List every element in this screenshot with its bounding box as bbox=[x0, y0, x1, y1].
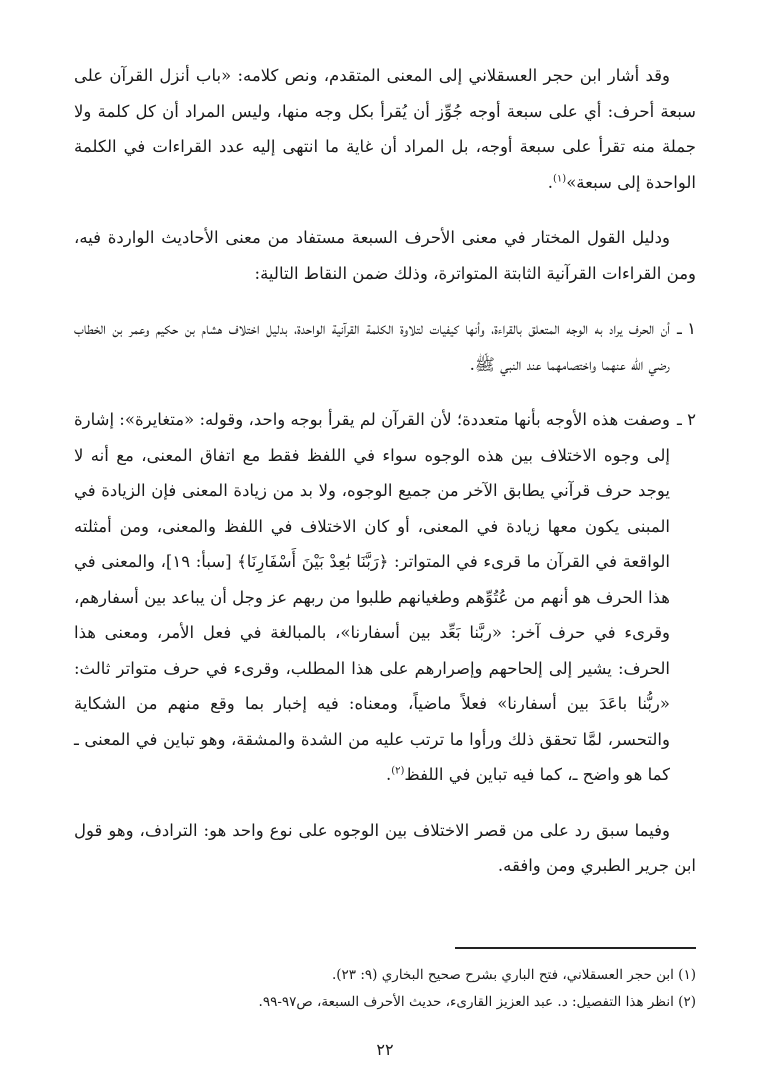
list-item-text: أن الحرف يراد به الوجه المتعلق بالقراءة، وأنها كيفيات لتلاوة الكلمة القرآنية الواحدة، بدليل اختلاف هشام بن حكيم وعمر بن الخطاب رضي الله عنهما واختصامهما عند النبي ﷺ. bbox=[74, 319, 670, 374]
footnote-2: (٢) انظر هذا التفصيل: د. عبد العزيز القارىء، حديث الأحرف السبعة، ص٩٧-٩٩. bbox=[258, 994, 696, 1010]
footnote-divider bbox=[455, 947, 696, 949]
paragraph-evidence: ودليل القول المختار في معنى الأحرف السبعة مستفاد من معنى الأحاديث الواردة فيه، ومن القراءات القرآنية الثابتة المتواترة، وذلك ضمن النقاط التالية: bbox=[74, 228, 696, 283]
footnote-ref-2[interactable]: (٢) bbox=[391, 765, 405, 777]
page-number: ٢٢ bbox=[376, 1040, 394, 1059]
list-item-1 bbox=[74, 311, 696, 382]
list-item-number: ٢ ـ bbox=[677, 410, 696, 429]
paragraph-ibn-hajar: وقد أشار ابن حجر العسقلاني إلى المعنى المتقدم، ونص كلامه: «باب أنزل القرآن على سبعة أحرف: أي على سبعة أوجه جُوِّز أن يُقرأ بكل وجه منها، وليس المراد أن كل كلمة ولا جملة منه تقرأ على سبعة أوجه، بل المراد أن غاية ما انتهى إليه عدد القراءات في الكلمة الواحدة إلى سبعة»$^{(١)}$. bbox=[74, 66, 696, 192]
footnote-ref-1[interactable]: (١) bbox=[553, 173, 567, 184]
list-item-number: ١ ـ bbox=[677, 319, 696, 338]
footnote-1: (١) ابن حجر العسقلاني، فتح الباري بشرح صحيح البخاري (٩: ٢٣). bbox=[331, 967, 696, 983]
page-body bbox=[74, 58, 696, 904]
footnotes bbox=[74, 962, 696, 1016]
list-item-2: ٢ ـ وصفت هذه الأوجه بأنها متعددة؛ لأن القرآن لم يقرأ بوجه واحد، وقوله: «متغايرة»: إشارة إلى وجوه الاختلاف بين هذه الوجوه سواء في اللفظ فقط مع اتفاق المعنى، مع أنه لا يوجد حرف قرآني يطابق الآخر من جميع الوجوه، ولا بد من زيادة المعنى فإن الزيادة في المبنى يكون معها زيادة في المعنى، أو كان الاختلاف في اللفظ والمعنى، ومن أمثلته الواقعة في القرآن ما قرىء في المتواتر: ﴿رَبَّنَا بَٰعِدْ بَيْنَ أَسْفَارِنَا﴾ [سبأ: ١٩]، والمعنى في هذا الحرف هو أنهم من عُتُوِّهم وطغيانهم طلبوا من ربهم عز وجل أن يباعد بين أسفارهم، وقرىء في حرف آخر: «ربَّنا بَعِّد بين أسفارنا»، بالمبالغة في فعل الأمر، ومعنى هذا الحرف: يشير إلى إلحاحهم وإصرارهم على هذا المطلب، وقرىء في حرف متواتر ثالث: «ربُّنا باعَدَ بين أسفارنا» فعلاً ماضياً، ومعناه: فيه إخبار بما وقع منهم من الشكاية والتحسر، لمَّا تحقق ذلك ورأوا ما ترتب عليه من الشدة والمشقة، وهو تباين في المعنى ـ كما هو واضح ـ، كما فيه تباين في اللفظ$^{(٢)}$. bbox=[74, 402, 696, 793]
list-item-text: وصفت هذه الأوجه بأنها متعددة؛ لأن القرآن لم يقرأ بوجه واحد، وقوله: «متغايرة»: إشارة إلى وجوه الاختلاف بين هذه الوجوه سواء في اللفظ فقط مع اتفاق المعنى، مع أنه لا يوجد حرف قرآني يطابق الآخر من جميع الوجوه، ولا بد من زيادة المعنى فإن الزيادة في المبنى يكون معها زيادة في المعنى، أو كان الاختلاف في اللفظ والمعنى، ومن أمثلته الواقعة في القرآن ما قرىء في المتواتر: ﴿رَبَّنَا بَٰعِدْ بَيْنَ أَسْفَارِنَا﴾ [سبأ: ١٩]، والمعنى في هذا الحرف هو أنهم من عُتُوِّهم وطغيانهم طلبوا من ربهم عز وجل أن يباعد بين أسفارهم، وقرىء في حرف آخر: «ربَّنا بَعِّد بين أسفارنا»، بالمبالغة في فعل الأمر، ومعنى هذا الحرف: يشير إلى إلحاحهم وإصرارهم على هذا المطلب، وقرىء في حرف متواتر ثالث: «ربُّنا باعَدَ بين أسفارنا» فعلاً ماضياً، ومعناه: فيه إخبار بما وقع منهم من الشكاية والتحسر، لمَّا تحقق ذلك ورأوا ما ترتب عليه من الشدة والمشقة، وهو تباين في المعنى ـ كما هو واضح ـ، كما فيه تباين في اللفظ bbox=[74, 410, 670, 784]
paragraph-closing: وفيما سبق رد على من قصر الاختلاف بين الوجوه على نوع واحد هو: الترادف، وهو قول ابن جرير الطبري ومن وافقه. bbox=[74, 820, 696, 875]
